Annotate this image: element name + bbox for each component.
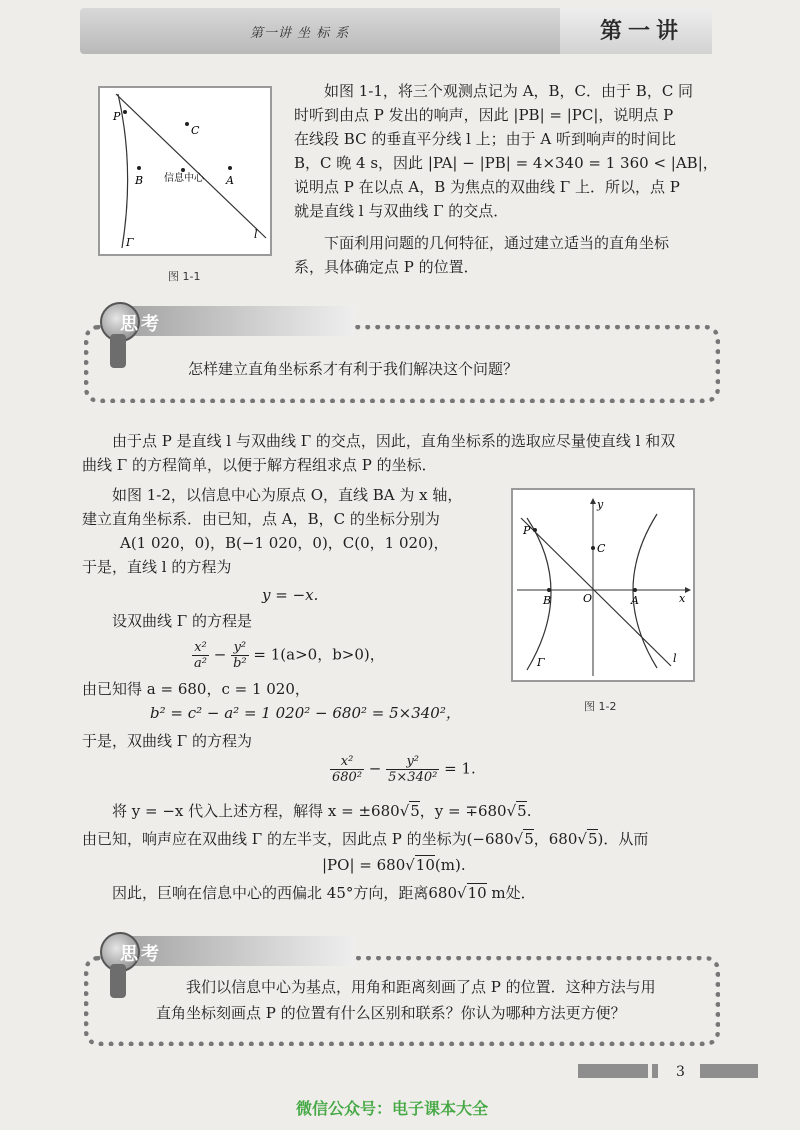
- label-A: A: [631, 594, 639, 607]
- figure-1-1-drawing: [100, 88, 270, 254]
- label-P: P: [523, 524, 531, 537]
- body-line2: 曲线 Γ 的方程简单，以便于解方程组求点 P 的坐标．: [82, 456, 437, 474]
- key-stem-icon: [110, 334, 126, 368]
- label-y: y: [597, 498, 604, 511]
- think-label-2: 思考: [120, 944, 162, 965]
- body-line3: 如图 1-2，以信息中心为原点 O，直线 BA 为 x 轴，: [112, 486, 463, 504]
- distance-line: |PO| = 680√10(m).: [322, 856, 466, 874]
- key-stem-icon: [110, 964, 126, 998]
- para2-line2: 系，具体确定点 P 的位置．: [294, 258, 479, 276]
- coords-line: A(1 020，0)，B(−1 020，0)，C(0，1 020)，: [120, 534, 449, 552]
- body-line4: 建立直角坐标系．由已知，点 A，B，C 的坐标分别为: [82, 510, 440, 528]
- point-B: [547, 588, 551, 592]
- label-C: C: [191, 124, 200, 137]
- point-P: [123, 110, 127, 114]
- label-l: l: [254, 228, 258, 241]
- figure-1-2-caption: 图 1-2: [584, 700, 617, 713]
- point-center: [181, 168, 185, 172]
- hyperbola-general-equation: $\frac{\text{x²}}{\text{a²}}$ − $\frac{\text{y²}}{\text{b²}}$ = 1(a>0，b>0)，: [194, 640, 385, 671]
- header-title: 第一讲 坐 标 系: [250, 26, 350, 41]
- line-l: [116, 94, 266, 238]
- label-B: B: [135, 174, 144, 187]
- hyperbola-specific-equation: $\frac{\text{x²}}{\text{680²}}$ − $\frac{\text{y²}}{\text{5×340²}}$ = 1.: [332, 754, 476, 785]
- body-line6: 于是，直线 l 的方程为: [82, 558, 232, 576]
- label-O: O: [583, 592, 593, 605]
- footer-bar-tick: [652, 1064, 658, 1078]
- point-C: [591, 546, 595, 550]
- figure-1-2: [511, 488, 695, 682]
- para1-line5: 说明点 P 在以点 A，B 为焦点的双曲线 Γ 上．所以，点 P: [294, 178, 680, 196]
- line-l: [521, 518, 671, 666]
- y-axis-arrow: [590, 498, 596, 504]
- point-A: [633, 588, 637, 592]
- point-C: [185, 122, 189, 126]
- x-axis-arrow: [685, 587, 691, 593]
- para1-line4: B，C 晚 4 s，因此 |PA| − |PB| = 4×340 = 1 360 < |AB|，: [294, 154, 718, 172]
- coordinate-line: 由已知，响声应在双曲线 Γ 的左半支，因此点 P 的坐标为(−680√5，680√5)．从而: [82, 830, 649, 848]
- para2-line1: 下面利用问题的几何特征，通过建立适当的直角坐标: [324, 234, 670, 252]
- think2-line2: 直角坐标刻画点 P 的位置有什么区别和联系？你认为哪种方法更方便？: [156, 1004, 626, 1022]
- point-A: [228, 166, 232, 170]
- label-C: C: [597, 542, 606, 555]
- think-box-2: [84, 956, 720, 1046]
- think2-line1: 我们以信息中心为基点，用角和距离刻画了点 P 的位置．这种方法与用: [186, 978, 656, 996]
- label-center: 信息中心: [164, 173, 204, 184]
- body-line11: 于是，双曲线 Γ 的方程为: [82, 732, 252, 750]
- label-gamma: Γ: [126, 236, 134, 249]
- body-line8: 设双曲线 Γ 的方程是: [112, 612, 252, 630]
- para1-line1: 如图 1-1，将三个观测点记为 A，B，C．由于 B，C 同: [324, 82, 694, 100]
- para1-line3: 在线段 BC 的垂直平分线 l 上；由于 A 听到响声的时间比: [294, 130, 677, 148]
- line-equation: y = −x.: [262, 586, 319, 604]
- think-text-1: 怎样建立直角坐标系才有利于我们解决这个问题？: [188, 360, 519, 378]
- think-label-1: 思考: [120, 314, 162, 335]
- label-l: l: [673, 652, 677, 665]
- solution-line: 将 y = −x 代入上述方程，解得 x = ±680√5，y = ∓680√5.: [112, 802, 532, 820]
- figure-1-1-caption: 图 1-1: [168, 270, 201, 283]
- figure-1-2-drawing: [513, 490, 693, 680]
- para1-line2: 时听到由点 P 发出的响声，因此 |PB| = |PC|，说明点 P: [294, 106, 674, 124]
- point-P: [533, 528, 537, 532]
- point-B: [137, 166, 141, 170]
- footer-bar-right: [700, 1064, 758, 1078]
- header-chapter: 第一讲: [600, 19, 685, 44]
- conclusion-line: 因此，巨响在信息中心的西偏北 45°方向，距离680√10 m处．: [112, 884, 536, 902]
- label-B: B: [543, 594, 552, 607]
- label-P: P: [113, 110, 121, 123]
- figure-1-1: [98, 86, 272, 256]
- b-squared-equation: b² = c² − a² = 1 020² − 680² = 5×340²，: [150, 704, 461, 722]
- para1-line6: 就是直线 l 与双曲线 Γ 的交点．: [294, 202, 509, 220]
- label-x: x: [679, 592, 686, 605]
- body-line9: 由已知得 a = 680，c = 1 020，: [82, 680, 310, 698]
- footer-bar-left: [578, 1064, 648, 1078]
- body-line1: 由于点 P 是直线 l 与双曲线 Γ 的交点，因此，直角坐标系的选取应尽量使直线 l 和双: [112, 432, 676, 450]
- label-gamma: Γ: [537, 656, 545, 669]
- watermark-text: 微信公众号：电子课本大全: [296, 1099, 489, 1118]
- page-number: 3: [676, 1064, 685, 1080]
- label-A: A: [226, 174, 234, 187]
